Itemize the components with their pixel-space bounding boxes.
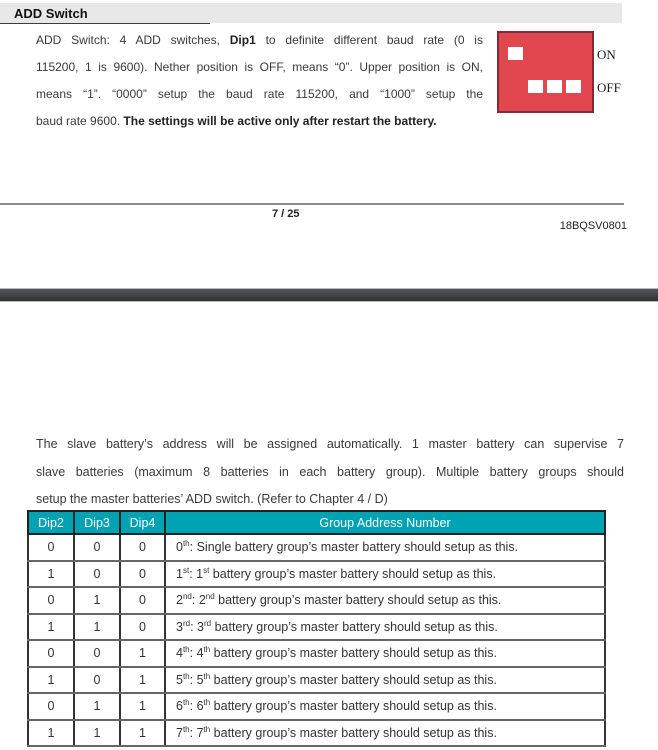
table-row xyxy=(28,534,605,561)
group-address-description xyxy=(165,614,605,641)
table-row xyxy=(28,587,605,614)
text-run: 5 xyxy=(176,672,183,687)
text-run-bold: The settings will be active only after restart the battery. xyxy=(123,114,437,128)
table-row xyxy=(28,561,605,588)
table-row xyxy=(28,667,605,694)
dip3-switch-off-position xyxy=(547,80,562,93)
text-run: : xyxy=(189,725,197,740)
group-address-description xyxy=(165,693,605,720)
text-run: : xyxy=(190,619,198,634)
text-run: 7 xyxy=(196,725,204,740)
text-run: 3 xyxy=(197,619,204,634)
ordinal-suffix: th xyxy=(182,671,190,681)
table-row xyxy=(28,640,605,667)
text-run: 6 xyxy=(196,699,204,714)
text-run: battery group’s master battery should setup as this. xyxy=(211,619,498,634)
text-run: to definite different baud rate (0 is xyxy=(255,33,483,47)
text-run: 0 xyxy=(176,540,183,555)
dip4-value: 1 xyxy=(120,640,165,667)
dip3-value: 1 xyxy=(74,587,120,614)
dip4-value: 0 xyxy=(120,614,165,641)
dip2-value: 1 xyxy=(28,667,74,694)
text-run: 2 xyxy=(176,593,183,608)
address-paragraph xyxy=(36,431,624,514)
paragraph-line xyxy=(36,27,483,54)
ordinal-suffix: nd xyxy=(182,592,192,602)
ordinal-suffix: rd xyxy=(203,618,212,628)
table-row xyxy=(28,693,605,720)
ordinal-suffix: st xyxy=(182,565,190,575)
paragraph-line xyxy=(36,108,483,135)
text-run: Single battery group’s master battery should setup as this. xyxy=(196,540,519,555)
text-run: : xyxy=(189,646,197,661)
text-run: 3 xyxy=(176,619,183,634)
table-row xyxy=(28,614,605,641)
column-header-dip4: Dip4 xyxy=(120,511,165,534)
ordinal-suffix: th xyxy=(182,724,190,734)
text-run-bold: Dip1 xyxy=(229,33,256,47)
dip3-value: 0 xyxy=(74,534,120,561)
group-address-description xyxy=(165,667,605,694)
text-run: 4 xyxy=(176,646,183,661)
group-address-description xyxy=(165,720,605,747)
text-run: battery group’s master battery should setup as this. xyxy=(210,699,497,714)
dip3-value: 1 xyxy=(74,720,120,747)
dip3-value: 0 xyxy=(74,561,120,588)
dip4-switch-off-position xyxy=(566,80,581,93)
dip2-value: 1 xyxy=(28,561,74,588)
group-address-table xyxy=(27,510,606,747)
dip4-value: 0 xyxy=(120,587,165,614)
text-run: baud rate 9600. xyxy=(36,114,124,128)
text-run: battery group’s master battery should setup as this. xyxy=(210,646,497,661)
ordinal-suffix: rd xyxy=(182,618,191,628)
dip2-value: 1 xyxy=(28,614,74,641)
text-run: battery group’s master battery should setup as this. xyxy=(214,593,502,608)
column-header-dip3: Dip3 xyxy=(74,511,120,534)
dip3-value: 1 xyxy=(74,614,120,641)
text-run: : xyxy=(189,699,197,714)
ordinal-suffix: th xyxy=(182,698,190,708)
group-address-description xyxy=(165,534,605,561)
dip-switch-image xyxy=(497,31,594,113)
dip4-value: 0 xyxy=(120,534,165,561)
paragraph-line: The slave battery’s address will be assigned automatically. 1 master battery can supervise 7 xyxy=(36,437,624,451)
text-run: 4 xyxy=(196,646,204,661)
ordinal-suffix: th xyxy=(203,724,211,734)
group-address-description xyxy=(165,587,605,614)
text-run: battery group’s master battery should setup as this. xyxy=(210,725,497,740)
heading-underline xyxy=(0,23,210,24)
text-run: 1 xyxy=(176,566,183,581)
ordinal-suffix: th xyxy=(203,698,211,708)
column-header-group-address: Group Address Number xyxy=(165,511,605,534)
dip1-switch-on-position xyxy=(508,47,523,60)
dip2-value: 0 xyxy=(28,587,74,614)
dip2-value: 0 xyxy=(28,640,74,667)
add-switch-paragraph xyxy=(36,27,483,135)
text-run: : xyxy=(189,566,197,581)
group-address-description xyxy=(165,561,605,588)
off-label: OFF xyxy=(597,80,621,95)
dip3-value: 1 xyxy=(74,693,120,720)
dip4-value: 1 xyxy=(120,667,165,694)
text-run: battery group’s master battery should setup as this. xyxy=(210,672,497,687)
paragraph-line: slave batteries (maximum 8 batteries in each battery group). Multiple battery groups should xyxy=(36,464,624,479)
dip2-value: 0 xyxy=(28,693,74,720)
paragraph-line: setup the master batteries’ ADD switch. (Refer to Chapter 4 / D) xyxy=(36,492,388,506)
text-run: ADD Switch: 4 ADD switches, xyxy=(36,33,230,47)
section-heading xyxy=(0,3,622,23)
dip2-value: 0 xyxy=(28,534,74,561)
text-run: 6 xyxy=(176,699,183,714)
ordinal-suffix: th xyxy=(182,539,190,549)
text-run: 1 xyxy=(196,566,204,581)
document-code: 18BQSV0801 xyxy=(559,220,627,232)
section-heading-text: ADD Switch xyxy=(14,5,88,21)
dip4-value: 1 xyxy=(120,720,165,747)
dip4-value: 1 xyxy=(120,693,165,720)
dip2-value: 1 xyxy=(28,720,74,747)
text-run: 7 xyxy=(176,725,183,740)
dip3-value: 0 xyxy=(74,667,120,694)
dip4-value: 0 xyxy=(120,561,165,588)
on-label: ON xyxy=(597,47,616,62)
text-run: 5 xyxy=(196,672,204,687)
ordinal-suffix: th xyxy=(203,671,211,681)
table-row xyxy=(28,720,605,747)
page-number: 7 / 25 xyxy=(272,208,300,220)
page-break-bar xyxy=(0,288,658,302)
column-header-dip2: Dip2 xyxy=(28,511,74,534)
paragraph-line: 115200, 1 is 9600). Nether position is OFF, means “0”. Upper position is ON, xyxy=(36,60,483,74)
dip2-switch-off-position xyxy=(528,80,543,93)
text-run: : xyxy=(189,672,197,687)
text-run: : xyxy=(189,540,197,555)
text-run: battery group’s master battery should setup as this. xyxy=(209,566,497,581)
ordinal-suffix: st xyxy=(203,565,210,575)
ordinal-suffix: th xyxy=(182,645,190,655)
text-run: : xyxy=(191,593,199,608)
table-header-row xyxy=(28,511,605,534)
ordinal-suffix: th xyxy=(203,645,211,655)
paragraph-line: means “1”. “0000” setup the baud rate 115200, and “1000” setup the xyxy=(36,87,483,101)
dip3-value: 0 xyxy=(74,640,120,667)
text-run: 2 xyxy=(198,593,206,608)
ordinal-suffix: nd xyxy=(205,592,215,602)
footer-divider xyxy=(0,203,624,205)
group-address-description xyxy=(165,640,605,667)
